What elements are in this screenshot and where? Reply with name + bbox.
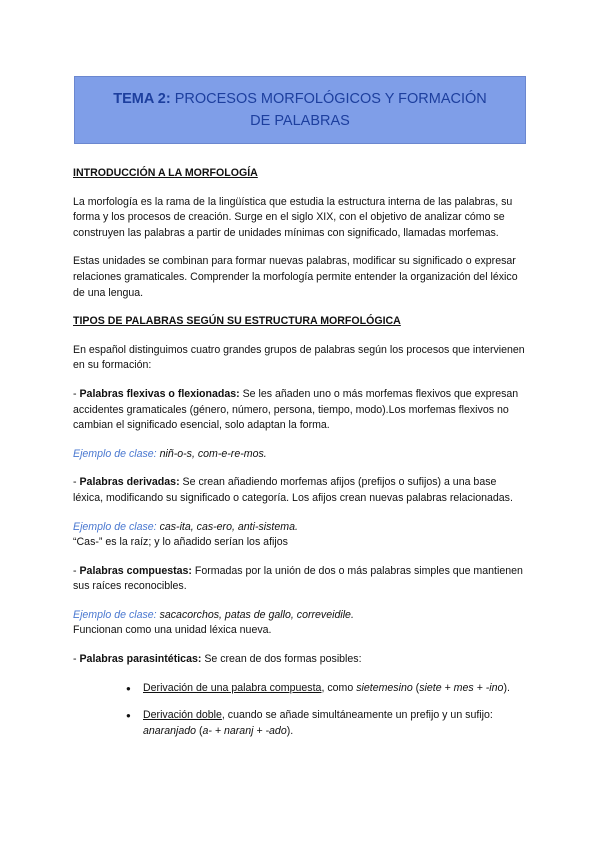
title-prefix: TEMA 2:: [113, 91, 171, 107]
flexivas-label: Palabras flexivas o flexionadas:: [79, 387, 240, 400]
item-italic: sietemesino: [356, 681, 413, 694]
parasinteticas-text: Se crean de dos formas posibles:: [201, 653, 362, 666]
document-title: [110, 88, 490, 132]
item-underline: Derivación de una palabra compuesta: [143, 681, 322, 694]
compuestas-paragraph: [73, 564, 528, 595]
list-item: [143, 708, 528, 739]
derivadas-label: Palabras derivadas:: [79, 476, 180, 489]
intro-paragraph-2: Estas unidades se combinan para formar nuevas palabras, modificar su significado o expresar relaciones gramaticales. Comprender la morfología permite entender la organización del léxico de una lengua.: [73, 255, 518, 299]
parasinteticas-label: Palabras parasintéticas:: [79, 653, 202, 666]
compuestas-example: [73, 608, 528, 639]
dash: -: [73, 653, 80, 666]
example-value: niñ-o-s, com-e-re-mos.: [156, 447, 267, 460]
flexivas-text: Se les añaden uno o más morfemas flexivos que expresan accidentes gramaticales (género, número, persona, tiempo, modo).Los morfemas flexivos no cambian el significado esencial, solo adaptan la forma.: [73, 387, 519, 432]
derivadas-text: Se crean añadiendo morfemas afijos (prefijos o sufijos) a una base léxica, modificando su significado o categoría. Los afijos crean nuevas palabras relacionadas.: [73, 476, 513, 504]
item-italic: a- + naranj + -ado: [202, 724, 287, 737]
item-underline: Derivación doble: [143, 709, 222, 722]
item-italic: anaranjado: [143, 724, 197, 737]
parasinteticas-paragraph: [73, 652, 528, 668]
item-italic: siete + mes +: [419, 681, 483, 694]
parasinteticas-list: [73, 681, 528, 740]
title-text: PROCESOS MORFOLÓGICOS Y FORMACIÓN DE PALABRAS: [170, 91, 487, 129]
list-item: [143, 681, 528, 697]
dash: -: [73, 564, 80, 577]
item-text: (: [412, 681, 420, 694]
example-value: sacacorchos, patas de gallo, correveidile.: [156, 608, 354, 621]
example-value: cas-ita, cas-ero, anti-sistema.: [156, 520, 298, 533]
compuestas-text: Formadas por la unión de dos o más palabras simples que mantienen sus raíces reconocibles.: [73, 564, 523, 593]
intro-paragraph-1: La morfología es la rama de la lingüística que estudia la estructura interna de las palabras, su forma y los procesos de creación. Surge en el siglo XIX, con el objetivo de analizar cómo se construyen las palabras a partir de unidades mínimas con significado, llamadas morfemas.: [73, 195, 513, 239]
example-label: Ejemplo de clase:: [73, 520, 157, 533]
item-text: ).: [503, 681, 510, 694]
example-label: Ejemplo de clase:: [73, 447, 157, 460]
dash: -: [73, 387, 80, 400]
item-text: ).: [286, 724, 294, 737]
flexivas-example: [73, 447, 528, 463]
compuestas-note: Funcionan como una unidad léxica nueva.: [73, 624, 272, 637]
title-box: [74, 76, 526, 144]
flexivas-paragraph: [73, 387, 528, 434]
derivadas-example: [73, 520, 528, 551]
document-body: [73, 166, 528, 751]
derivadas-note: “Cas-” es la raíz; y lo añadido serían los afijos: [73, 536, 288, 549]
example-label: Ejemplo de clase:: [73, 608, 157, 621]
types-intro: En español distinguimos cuatro grandes grupos de palabras según los procesos que intervienen en su formación:: [73, 343, 525, 372]
item-italic: -ino: [485, 681, 504, 694]
derivadas-paragraph: [73, 475, 528, 506]
dash: -: [73, 476, 80, 489]
compuestas-label: Palabras compuestas:: [79, 564, 192, 577]
types-heading: TIPOS DE PALABRAS SEGÚN SU ESTRUCTURA MORFOLÓGICA: [73, 315, 401, 328]
item-text: , cuando se añade simultáneamente un prefijo y un sufijo:: [221, 709, 493, 722]
item-text: (: [196, 724, 203, 737]
intro-heading: INTRODUCCIÓN A LA MORFOLOGÍA: [73, 167, 258, 179]
item-text: , como: [321, 681, 357, 694]
